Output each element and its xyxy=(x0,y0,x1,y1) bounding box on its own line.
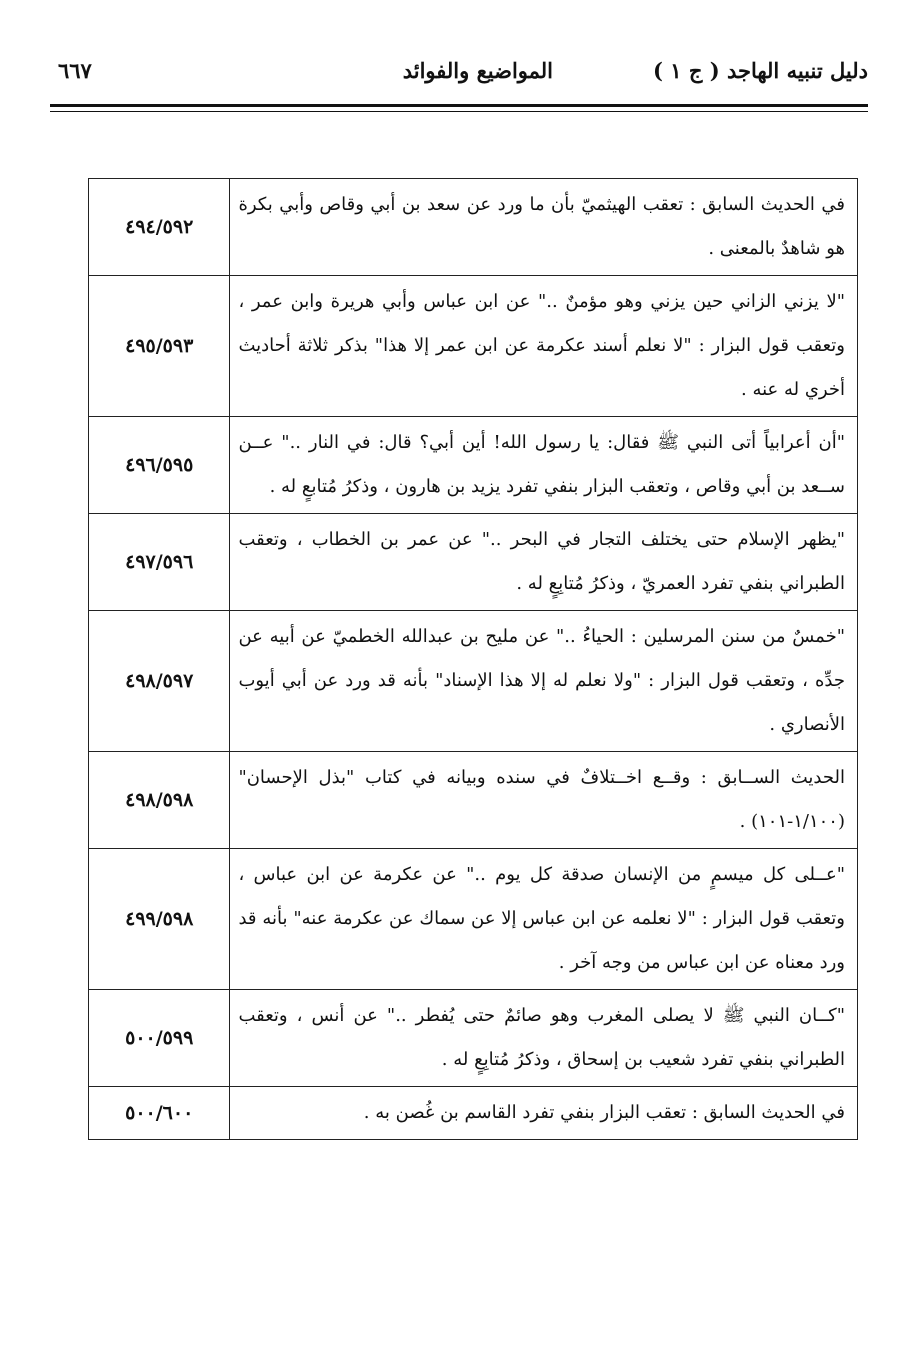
reference-cell: ٤٩٨/٥٩٧ xyxy=(89,611,230,752)
table-row xyxy=(89,417,858,514)
description-cell: "يظهر الإسلام حتى يختلف التجار في البحر .." عن عمر بن الخطاب ، وتعقب الطبراني بنفي تفرد العمريّ ، وذكرُ مُتابِعٍ له . xyxy=(230,514,858,611)
header-rule-thin xyxy=(50,111,868,112)
reference-cell: ٤٩٥/٥٩٣ xyxy=(89,276,230,417)
description-cell: "عــلى كل ميسمٍ من الإنسان صدقة كل يوم .." عن عكرمة عن ابن عباس ، وتعقب قول البزار : "لا نعلمه عن ابن عباس إلا عن سماك عن عكرمة عنه" بأنه قد ورد معناه عن ابن عباس من وجه آخر . xyxy=(230,849,858,990)
reference-cell: ٥٠٠/٦٠٠ xyxy=(89,1087,230,1140)
table-row xyxy=(89,752,858,849)
reference-cell: ٤٩٧/٥٩٦ xyxy=(89,514,230,611)
table-row xyxy=(89,276,858,417)
header-rule-thick xyxy=(50,104,868,107)
table-row xyxy=(89,514,858,611)
table-row xyxy=(89,849,858,990)
description-cell: "أن أعرابياً أتى النبي ﷺ فقال: يا رسول الله! أين أبي؟ قال: في النار .." عــن ســعد بن أبي وقاص ، وتعقب البزار بنفي تفرد يزيد بن هارون ، وذكرُ مُتابعٍ له . xyxy=(230,417,858,514)
references-table xyxy=(88,178,858,1140)
book-title: دليل تنبيه الهاجد ( ج ١ ) xyxy=(653,58,868,83)
description-cell: "لا يزني الزاني حين يزني وهو مؤمنٌ .." عن ابن عباس وأبي هريرة وابن عمر ، وتعقب قول البزار : "لا نعلم أسند عكرمة عن ابن عمر إلا هذا" بذكر ثلاثة أحاديث أخري له عنه . xyxy=(230,276,858,417)
reference-cell: ٤٩٨/٥٩٨ xyxy=(89,752,230,849)
description-cell: في الحديث السابق : تعقب البزار بنفي تفرد القاسم بن غُصن به . xyxy=(230,1087,858,1140)
page-header xyxy=(50,58,868,98)
table-row xyxy=(89,990,858,1087)
table-row xyxy=(89,179,858,276)
chapter-title: المواضيع والفوائد xyxy=(402,58,553,83)
table-row xyxy=(89,1087,858,1140)
reference-cell: ٥٠٠/٥٩٩ xyxy=(89,990,230,1087)
reference-cell: ٤٩٤/٥٩٢ xyxy=(89,179,230,276)
reference-cell: ٤٩٦/٥٩٥ xyxy=(89,417,230,514)
table-row xyxy=(89,611,858,752)
description-cell: "خمسٌ من سنن المرسلين : الحياءُ .." عن مليح بن عبدالله الخطميّ عن أبيه عن جدِّه ، وتعقب قول البزار : "ولا نعلم له إلا هذا الإسناد" بأنه قد ورد عن أبي أيوب الأنصاري . xyxy=(230,611,858,752)
page-number: ٦٦٧ xyxy=(58,58,92,83)
reference-cell: ٤٩٩/٥٩٨ xyxy=(89,849,230,990)
description-cell: "كــان النبي ﷺ لا يصلى المغرب وهو صائمٌ حتى يُفطر .." عن أنس ، وتعقب الطبراني بنفي تفرد شعيب بن إسحاق ، وذكرُ مُتابِعٍ له . xyxy=(230,990,858,1087)
description-cell: الحديث الســابق : وقــع اخــتلافٌ في سنده وبيانه في كتاب "بذل الإحسان" (١/١٠٠-١٠١) . xyxy=(230,752,858,849)
description-cell: في الحديث السابق : تعقب الهيثميّ بأن ما ورد عن سعد بن أبي وقاص وأبي بكرة هو شاهدٌ بالمعنى . xyxy=(230,179,858,276)
